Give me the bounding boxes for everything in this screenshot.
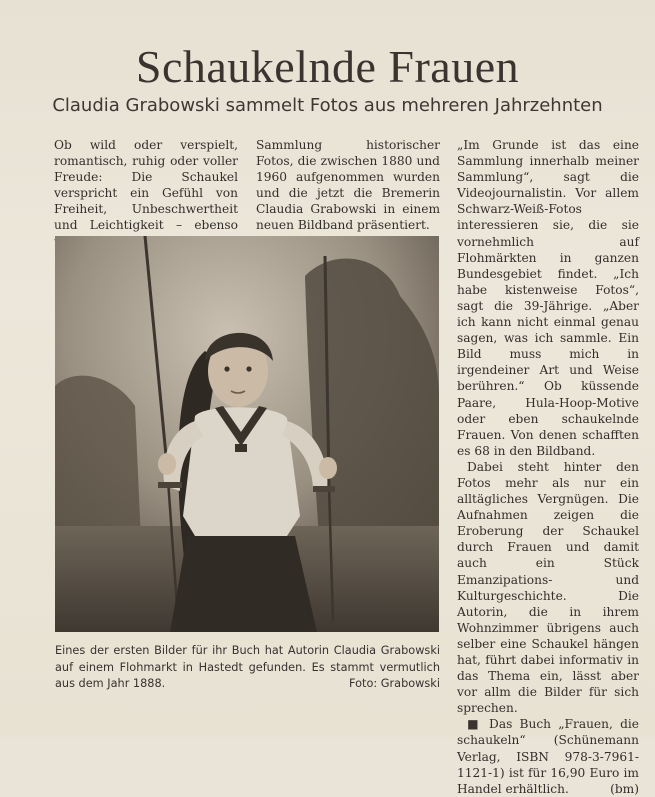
column-3-paragraph-1: „Im Grunde ist das eine Sammlung innerhalb meiner Sammlung“, sagt die Videojournalistin. Vor allem Schwarz-Weiß-Fotos interessieren sie, die sie vornehmlich auf Flohmärkten in ganzen Bundesgebiet findet. „Ich habe kistenweise Fotos“, sagt die 39-Jährige. „Aber ich kann nicht einmal genau sagen, was ich sammle. Ein Bild muss mich in irgendeiner Art und Weise berühren.“ Ob küssende Paare, Hula-Hoop-Motive oder eben schaukelnde Frauen. Von denen schafften es 68 in den Bildband.	[457, 138, 639, 458]
caption-text: Eines der ersten Bilder für ihr Buch hat Autorin Claudia Grabowski auf einem Flohmarkt in Hastedt gefunden. Es stammt vermutlich aus dem Jahr 1888.	[55, 644, 440, 691]
photo-credit: Foto: Grabowski	[349, 677, 440, 691]
right-hand	[319, 457, 337, 479]
dark-skirt	[170, 536, 317, 632]
left-hand	[158, 453, 176, 475]
article-photo	[55, 236, 439, 632]
column-1	[54, 137, 238, 250]
book-info-text: Das Buch „Frauen, die schaukeln“ (Schünemann Verlag, ISBN 978-3-7961-1121-1) ist für 16,90 Euro im Handel erhältlich.	[457, 717, 639, 796]
square-bullet-icon: ■	[467, 717, 482, 732]
woman-on-swing-photo	[55, 236, 439, 632]
sailor-blouse	[183, 407, 300, 536]
author-initials: (bm)	[610, 781, 639, 796]
photo-caption	[55, 643, 440, 693]
column-1-text: Ob wild oder verspielt, romantisch, ruhig oder voller Freude: Die Schaukel verspricht ein Gefühl von Freiheit, Unbeschwertheit und Leichtigkeit – ebenso	[54, 138, 238, 233]
column-2-text: Sammlung historischer Fotos, die zwischen 1880 und 1960 aufgenommen wurden und die jetzt die Bremerin Claudia Grabowski in einem neuen Bildband präsentiert.	[256, 138, 440, 233]
column-3-paragraph-2: Dabei steht hinter den Fotos mehr als nur ein alltägliches Vergnügen. Die Aufnahmen zeigen die Eroberung der Schaukel durch Frauen und damit auch ein Stück Emanzipations- und Kulturgeschichte. Die Autorin, die in ihrem Wohnzimmer übrigens auch selber eine Schaukel hängen hat, führt dabei informativ in das Thema ein, lässt aber vor allm die Bilder für sich sprechen.	[457, 459, 639, 716]
column-3	[457, 137, 639, 797]
headline: Schaukelnde Frauen	[135, 41, 520, 92]
subheadline: Claudia Grabowski sammelt Fotos aus mehreren Jahrzehnten	[52, 95, 603, 116]
column-3-paragraph-3	[457, 716, 639, 796]
column-2	[256, 137, 440, 234]
